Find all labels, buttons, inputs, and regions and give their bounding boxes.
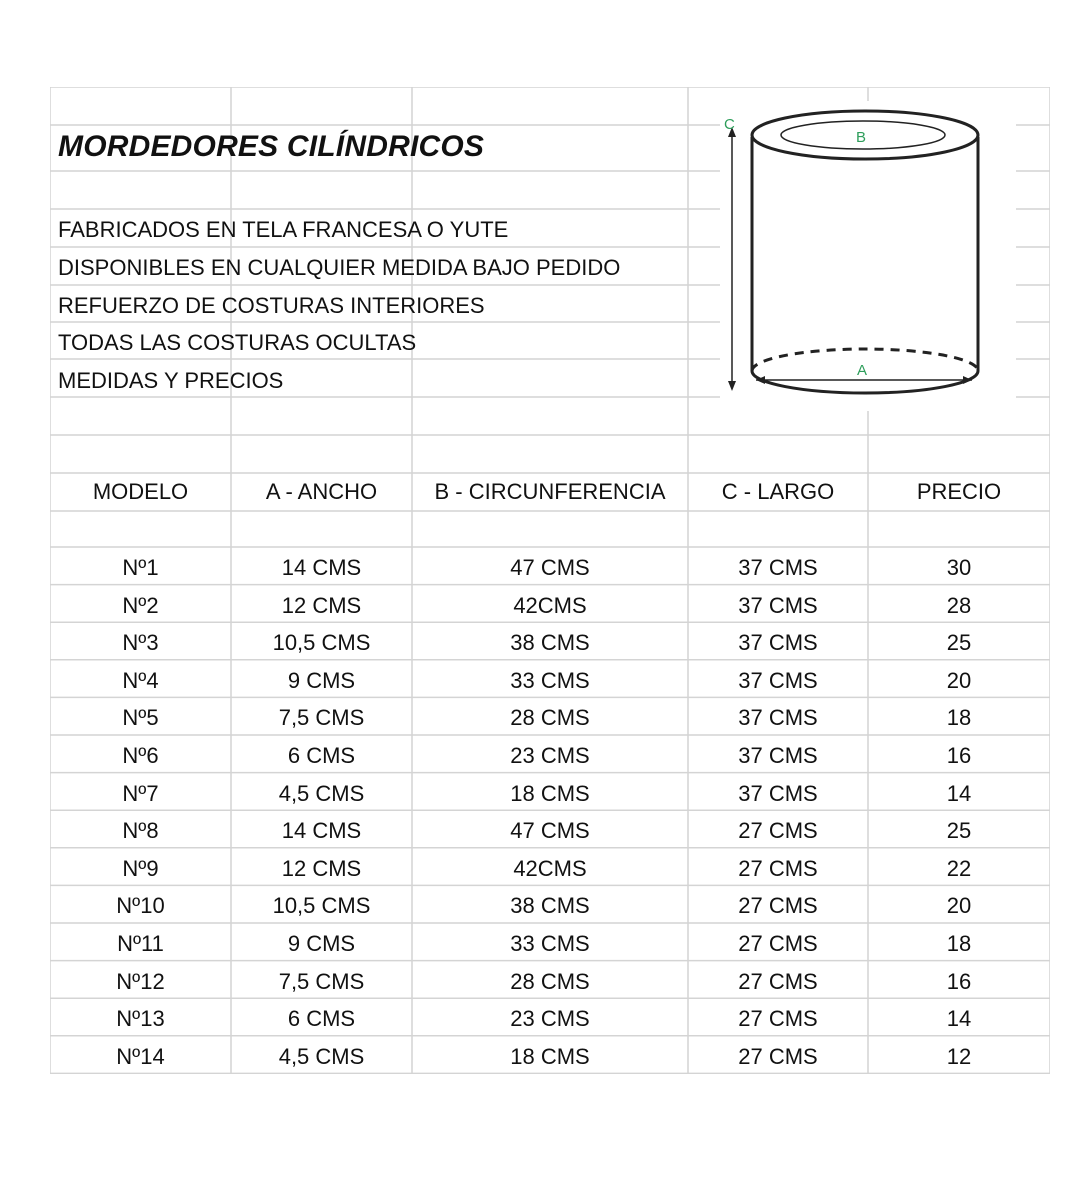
cell-modelo: Nº3	[122, 630, 159, 656]
cell-largo: 27 CMS	[738, 893, 818, 919]
cell-ancho: 4,5 CMS	[278, 780, 365, 806]
cell-precio: 18	[946, 705, 972, 731]
header-ancho: A - ANCHO	[265, 479, 378, 504]
cell-circunferencia: 28 CMS	[510, 705, 590, 731]
cell-largo: 37 CMS	[738, 592, 818, 618]
table-row	[50, 810, 1050, 848]
cell-modelo: Nº5	[122, 705, 159, 731]
cell-modelo: Nº1	[122, 555, 159, 580]
cell-ancho: 14 CMS	[281, 555, 362, 580]
header-modelo: MODELO	[92, 479, 189, 504]
cell-modelo: Nº7	[122, 780, 159, 806]
cell-circunferencia: 42CMS	[513, 592, 587, 618]
table-row	[50, 1036, 1050, 1074]
cell-ancho: 6 CMS	[287, 1006, 356, 1032]
length-arrow-bottom-icon	[728, 381, 736, 391]
cell-precio: 25	[946, 818, 972, 844]
cell-largo: 27 CMS	[738, 855, 818, 881]
label-b: B	[856, 129, 867, 146]
cell-ancho: 7,5 CMS	[278, 968, 365, 994]
cell-modelo: Nº10	[116, 893, 165, 919]
cell-largo: 27 CMS	[738, 931, 818, 956]
spreadsheet	[50, 87, 1050, 1074]
header-circunferencia: B - CIRCUNFERENCIA	[434, 479, 666, 504]
table-row	[50, 961, 1050, 999]
cell-largo: 37 CMS	[738, 780, 818, 806]
feature-hidden-seams: TODAS LAS COSTURAS OCULTAS	[58, 330, 417, 355]
cell-ancho: 4,5 CMS	[278, 1043, 365, 1069]
feature-seam-reinforcement: REFUERZO DE COSTURAS INTERIORES	[58, 293, 485, 318]
cell-ancho: 9 CMS	[287, 667, 356, 693]
cell-precio: 20	[946, 893, 972, 919]
cell-circunferencia: 38 CMS	[510, 630, 590, 656]
page-title: MORDEDORES CILÍNDRICOS	[58, 130, 485, 163]
cell-ancho: 7,5 CMS	[278, 705, 365, 731]
cell-circunferencia: 23 CMS	[510, 743, 590, 768]
cell-modelo: Nº6	[122, 743, 159, 768]
cell-ancho: 12 CMS	[281, 855, 362, 881]
feature-fabric: FABRICADOS EN TELA FRANCESA O YUTE	[58, 217, 509, 242]
cell-precio: 25	[946, 630, 972, 656]
cell-circunferencia: 23 CMS	[510, 1006, 590, 1032]
cell-circunferencia: 18 CMS	[510, 1043, 590, 1069]
table-row	[50, 998, 1050, 1036]
cell-modelo: Nº2	[122, 592, 159, 618]
table-row	[50, 585, 1050, 623]
cell-modelo: Nº4	[122, 667, 159, 693]
table-row	[50, 697, 1050, 735]
table-row	[50, 547, 1050, 585]
cell-circunferencia: 38 CMS	[510, 893, 590, 919]
cell-ancho: 6 CMS	[287, 743, 356, 768]
cell-modelo: Nº8	[122, 818, 159, 844]
cell-modelo: Nº12	[116, 968, 165, 994]
cell-largo: 37 CMS	[738, 705, 818, 731]
table-row	[50, 885, 1050, 923]
cell-modelo: Nº14	[116, 1043, 165, 1069]
cell-ancho: 10,5 CMS	[272, 893, 371, 919]
cell-precio: 30	[946, 555, 972, 580]
cell-largo: 37 CMS	[738, 555, 818, 580]
cell-circunferencia: 33 CMS	[510, 667, 590, 693]
cell-largo: 27 CMS	[738, 1006, 818, 1032]
cylinder-diagram	[720, 101, 1016, 411]
table-row	[50, 622, 1050, 660]
header-precio: PRECIO	[916, 479, 1002, 504]
cell-precio: 20	[946, 667, 972, 693]
table-row	[50, 660, 1050, 698]
cell-modelo: Nº13	[116, 1006, 165, 1032]
cell-precio: 16	[946, 743, 972, 768]
cell-largo: 37 CMS	[738, 667, 818, 693]
table-row	[50, 848, 1050, 886]
cell-largo: 27 CMS	[738, 818, 818, 844]
table-row	[50, 923, 1050, 961]
cell-precio: 18	[946, 931, 972, 956]
cell-precio: 22	[946, 855, 972, 881]
cell-precio: 28	[946, 592, 972, 618]
cell-precio: 12	[946, 1043, 972, 1069]
cell-circunferencia: 18 CMS	[510, 780, 590, 806]
label-a: A	[857, 362, 868, 379]
cell-precio: 14	[946, 780, 972, 806]
cell-precio: 16	[946, 968, 972, 994]
table-row	[50, 735, 1050, 773]
cell-largo: 37 CMS	[738, 630, 818, 656]
feature-custom-size: DISPONIBLES EN CUALQUIER MEDIDA BAJO PEDIDO	[58, 255, 621, 280]
label-c: C	[724, 116, 735, 133]
cell-ancho: 12 CMS	[281, 592, 362, 618]
cell-largo: 37 CMS	[738, 743, 818, 768]
cell-largo: 27 CMS	[738, 968, 818, 994]
cell-precio: 14	[946, 1006, 972, 1032]
cell-ancho: 9 CMS	[287, 931, 356, 956]
cell-modelo: Nº11	[117, 931, 164, 956]
cell-circunferencia: 47 CMS	[510, 555, 590, 580]
cell-circunferencia: 28 CMS	[510, 968, 590, 994]
table-row	[50, 773, 1050, 811]
cell-modelo: Nº9	[122, 855, 159, 881]
feature-sizes-prices: MEDIDAS Y PRECIOS	[58, 368, 284, 393]
cell-circunferencia: 33 CMS	[510, 931, 590, 956]
cell-largo: 27 CMS	[738, 1043, 818, 1069]
cell-circunferencia: 47 CMS	[510, 818, 590, 844]
header-largo: C - LARGO	[721, 479, 835, 504]
cell-ancho: 10,5 CMS	[272, 630, 371, 656]
cell-ancho: 14 CMS	[281, 818, 362, 844]
cell-circunferencia: 42CMS	[513, 855, 587, 881]
cylinder-drawing	[720, 101, 1016, 411]
